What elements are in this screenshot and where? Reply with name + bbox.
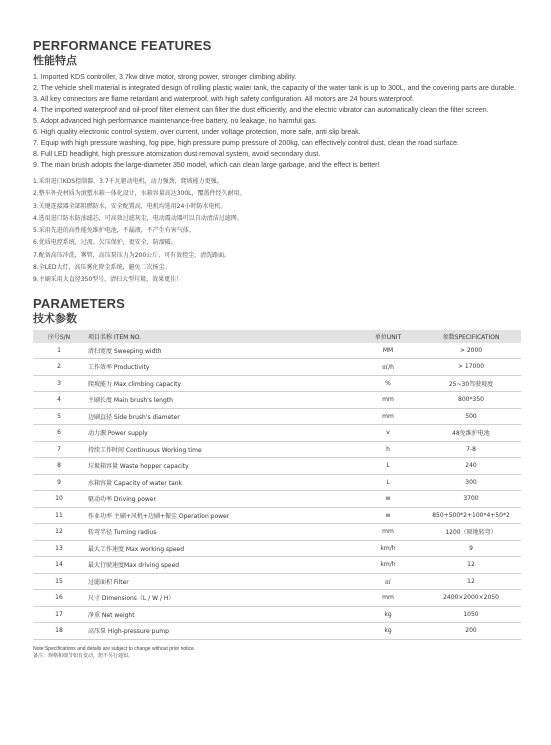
cell-no: 7 — [33, 441, 85, 458]
cell-item: 作业功率 主刷+风机+边刷+振尘 Operation power — [85, 507, 355, 524]
table-row — [33, 507, 521, 524]
feature-item-en: 3. All key connectors are flame retardant and waterproof, with high safety configuration. All motors are 24 hours waterproof. — [33, 96, 414, 103]
cell-unit: L — [355, 474, 421, 491]
cell-unit: ㎡/h — [355, 359, 421, 376]
cell-item: 水箱容量 Capacity of water tank — [85, 474, 355, 491]
header-unit: 单位UNIT — [355, 330, 421, 343]
header-sn: 序号S/N — [33, 330, 85, 343]
cell-no: 15 — [33, 573, 85, 590]
cell-item: 工作效率 Productivity — [85, 359, 355, 376]
features-list-en — [33, 72, 521, 171]
cell-spec: 1200（原地转弯） — [421, 524, 521, 541]
cell-unit: mm — [355, 524, 421, 541]
features-title-en: PERFORMANCE FEATURES — [33, 38, 212, 53]
cell-no: 12 — [33, 524, 85, 541]
cell-no: 6 — [33, 425, 85, 442]
features-title-cn: 性能特点 — [33, 54, 77, 67]
cell-unit: % — [355, 375, 421, 392]
notes — [33, 646, 521, 660]
parameters-title-en: PARAMETERS — [33, 295, 126, 311]
cell-item: 最大工作速度 Max working speed — [85, 540, 355, 557]
table-row — [33, 540, 521, 557]
table-row — [33, 623, 521, 640]
note-cn: 备注：规格和细节如有变动，恕不另行通知。 — [33, 652, 134, 659]
parameters-table — [33, 330, 521, 640]
parameters-title-cn: 技术参数 — [33, 311, 77, 325]
table-row — [33, 359, 521, 376]
cell-no: 18 — [33, 623, 85, 640]
table-row — [33, 557, 521, 574]
cell-item: 尺寸 Dimensions（L / W / H） — [85, 590, 355, 607]
cell-spec: 800*350 — [421, 392, 521, 409]
cell-no: 14 — [33, 557, 85, 574]
feature-item-en: 1. Imported KDS controller, 3.7kw drive motor, strong power, stronger climbing ability. — [33, 74, 297, 81]
cell-spec: 500 — [421, 408, 521, 425]
features-list-cn — [33, 176, 521, 287]
parameters-section — [33, 296, 521, 660]
feature-item-cn: 7.配备高压冲洗，雾管，高压泵压力为200公斤，可有效控尘，清洗路面。 — [33, 251, 231, 259]
cell-spec: 48免维护电池 — [421, 425, 521, 442]
cell-unit: h — [355, 441, 421, 458]
cell-spec: > 2000 — [421, 343, 521, 359]
feature-item-en: 2. The vehicle shell material is integrated design of rolling plastic water tank, the capacity of the water tank is up to 300L, and the covering parts are durable. — [33, 85, 517, 92]
cell-no: 10 — [33, 491, 85, 508]
feature-item-en: 9. The main brush adopts the large-diameter 350 model, which can clean large garbage, and the effect is better! — [33, 162, 380, 169]
cell-spec: 850+500*2+100*4+50*2 — [421, 507, 521, 524]
cell-unit: L — [355, 458, 421, 475]
table-row — [33, 343, 521, 359]
cell-no: 2 — [33, 359, 85, 376]
cell-spec: 300 — [421, 474, 521, 491]
table-row — [33, 441, 521, 458]
features-section — [33, 38, 521, 287]
cell-item: 主刷长度 Main brush's length — [85, 392, 355, 409]
feature-item-en: 5. Adopt advanced high performance maintenance-free battery, no leakage, no harmful gas. — [33, 118, 317, 125]
cell-unit: mm — [355, 408, 421, 425]
cell-item: 过滤面积 Filter — [85, 573, 355, 590]
cell-item: 转弯半径 Turning radius — [85, 524, 355, 541]
table-header-row — [33, 330, 521, 343]
feature-item-cn: 8.全LED大灯，高压雾化降尘系统，避免二次扬尘。 — [33, 264, 171, 272]
cell-unit: MM — [355, 343, 421, 359]
cell-spec: 2400×2000×2050 — [421, 590, 521, 607]
feature-item-en: 6. High quality electronic control system, over current, under voltage protection, more safe, anti slip break. — [33, 129, 361, 136]
feature-item-cn: 2.整车外壳材质为滚塑水箱一体化设计，水箱容量高达300L，覆盖件经久耐用。 — [33, 190, 246, 198]
feature-item-en: 8. Full LED headlight, high pressure atomization dust removal system, avoid secondary dust. — [33, 151, 321, 158]
feature-item-cn: 4.选用进口防水防油滤芯，可高效过滤灰尘，电动震动器可以自动清洁过滤网。 — [33, 214, 243, 222]
cell-item: 高压泵 High-pressure pump — [85, 623, 355, 640]
cell-spec: 3700 — [421, 491, 521, 508]
cell-no: 11 — [33, 507, 85, 524]
cell-no: 8 — [33, 458, 85, 475]
cell-no: 17 — [33, 606, 85, 623]
cell-no: 9 — [33, 474, 85, 491]
cell-item: 边刷直径 Side brush's diameter — [85, 408, 355, 425]
feature-item-en: 4. The imported waterproof and oil-proof filter element can filter the dust efficiently, and the electric vibrator can automatically clean the filter screen. — [33, 107, 489, 114]
feature-item-en: 7. Equip with high pressure washing, fog pipe, high pressure pump pressure of 200kg, can effectively control dust, clean the road surface. — [33, 140, 459, 147]
cell-unit: ㎡ — [355, 573, 421, 590]
cell-unit: w — [355, 507, 421, 524]
cell-spec: 200 — [421, 623, 521, 640]
cell-item: 净重 Net weight — [85, 606, 355, 623]
table-row — [33, 375, 521, 392]
table-body — [33, 343, 521, 640]
table-row — [33, 425, 521, 442]
table-row — [33, 524, 521, 541]
cell-unit: km/h — [355, 557, 421, 574]
header-spec: 参数SPECIFICATION — [421, 330, 521, 343]
feature-item-cn: 6.优质电控系统，过流、欠压保护，更安全，防溜破。 — [33, 239, 177, 247]
table-row — [33, 491, 521, 508]
cell-spec: 7-8 — [421, 441, 521, 458]
cell-unit: kg — [355, 623, 421, 640]
cell-item: 动力源 Power supply — [85, 425, 355, 442]
cell-unit: kg — [355, 606, 421, 623]
cell-item: 垃圾箱容量 Waste hopper capacity — [85, 458, 355, 475]
cell-no: 1 — [33, 343, 85, 359]
cell-unit: mm — [355, 590, 421, 607]
cell-no: 4 — [33, 392, 85, 409]
table-row — [33, 606, 521, 623]
cell-no: 16 — [33, 590, 85, 607]
cell-unit: km/h — [355, 540, 421, 557]
cell-spec: 240 — [421, 458, 521, 475]
cell-item: 驱动功率 Driving power — [85, 491, 355, 508]
cell-item: 最大行驶速度Max driving speed — [85, 557, 355, 574]
table-row — [33, 474, 521, 491]
cell-spec: 1050 — [421, 606, 521, 623]
feature-item-cn: 1.采用进口KDS控制器，3.7千瓦驱动电机，动力强劲，爬坡能力更强。 — [33, 178, 223, 185]
feature-item-cn: 3.关键连接器全部阻燃防水，安全配置高，电机均选用24小时防水电机。 — [33, 202, 227, 210]
cell-unit: v — [355, 425, 421, 442]
cell-item: 清扫宽度 Sweeping width — [85, 343, 355, 359]
table-row — [33, 392, 521, 409]
table-row — [33, 458, 521, 475]
spec-sheet — [33, 38, 521, 660]
cell-spec: > 17000 — [421, 359, 521, 376]
cell-unit: mm — [355, 392, 421, 409]
table-row — [33, 408, 521, 425]
feature-item-cn: 5.采用先进的高性能免维护电池，不漏液，不产生有害气体。 — [33, 227, 195, 235]
feature-item-cn: 9.主刷采用大直径350型号，清扫大型垃圾，效果更佳！ — [33, 276, 183, 284]
header-item: 项目名称 ITEM NO. — [85, 330, 355, 343]
cell-spec: 12 — [421, 557, 521, 574]
cell-spec: 9 — [421, 540, 521, 557]
cell-item: 持续工作时间 Continuous Working time — [85, 441, 355, 458]
cell-no: 13 — [33, 540, 85, 557]
table-row — [33, 573, 521, 590]
cell-unit: w — [355, 491, 421, 508]
cell-no: 3 — [33, 375, 85, 392]
cell-no: 5 — [33, 408, 85, 425]
cell-spec: 12 — [421, 573, 521, 590]
cell-item: 爬坡能力 Max climbing capacity — [85, 375, 355, 392]
table-row — [33, 590, 521, 607]
cell-spec: 25~30驾驶坡度 — [421, 375, 521, 392]
note-en: Note:Specifications and details are subject to change without prior notice. — [33, 645, 196, 652]
